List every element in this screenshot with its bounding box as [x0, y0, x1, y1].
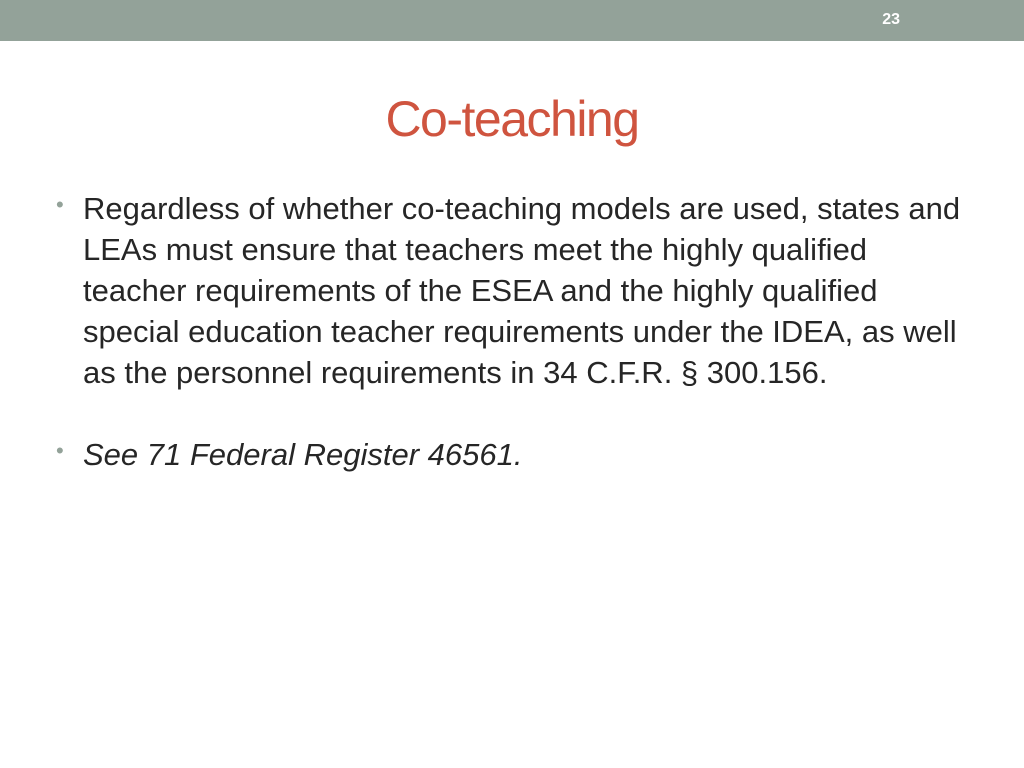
bullet-list — [56, 188, 976, 475]
bullet-icon: • — [56, 438, 64, 463]
header-bar — [0, 0, 1024, 41]
bullet-item — [56, 434, 976, 475]
bullet-text: See 71 Federal Register 46561. — [83, 437, 523, 472]
bullet-icon: • — [56, 192, 64, 217]
bullet-text: Regardless of whether co-teaching models are used, states and LEAs must ensure that teachers meet the highly qualified teacher requirements of the ESEA and the highly qualified special education teacher requirements under the IDEA, as well as the personnel requirements in 34 C.F.R. § 300.156. — [83, 191, 961, 390]
slide-title: Co-teaching — [385, 91, 639, 147]
slide-number: 23 — [882, 11, 900, 28]
bullet-item — [56, 188, 976, 393]
